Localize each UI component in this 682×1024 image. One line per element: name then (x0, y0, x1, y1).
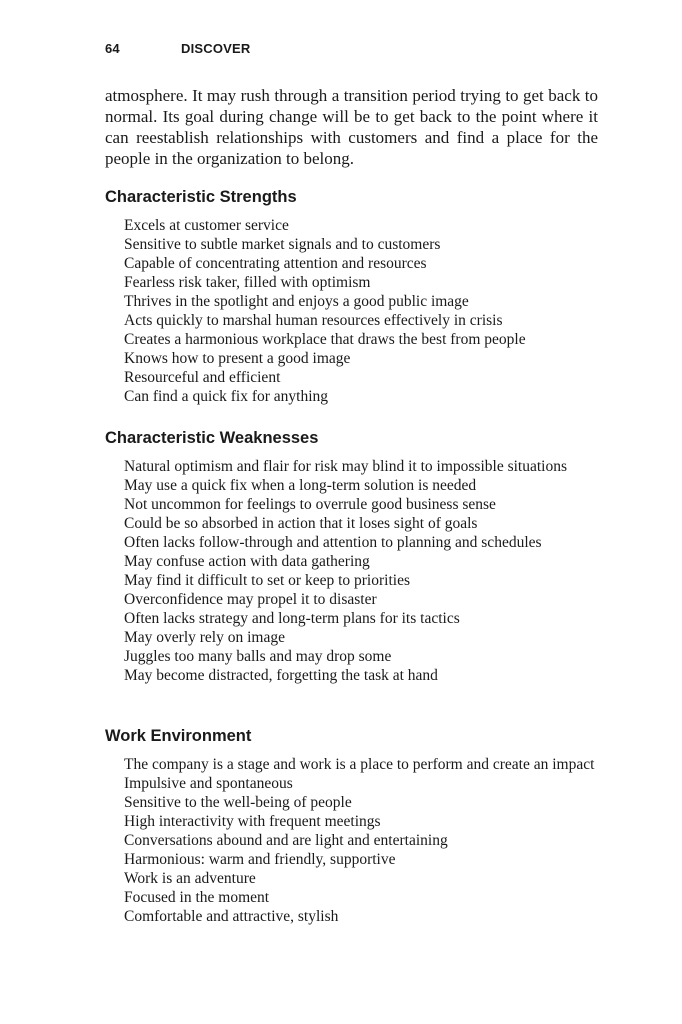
section-work-environment (105, 726, 598, 926)
list-item: May become distracted, forgetting the task at hand (124, 667, 438, 684)
list-item: Capable of concentrating attention and resources (124, 255, 427, 272)
list-item: Can find a quick fix for anything (124, 388, 329, 405)
list-item: Overconfidence may propel it to disaster (124, 591, 377, 608)
list-item: May overly rely on image (124, 629, 285, 646)
list-item: High interactivity with frequent meetings (124, 813, 381, 830)
list-item: Creates a harmonious workplace that draws the best from people (124, 331, 526, 348)
section-characteristic-strengths (105, 187, 598, 406)
section-heading: Work Environment (105, 727, 252, 745)
strengths-list (105, 216, 598, 406)
list-item: Often lacks follow-through and attention to planning and schedules (124, 534, 542, 551)
list-item: Fearless risk taker, filled with optimism (124, 274, 371, 291)
intro-paragraph: atmosphere. It may rush through a transition period trying to get back to normal. Its goal during change will be to get back to the point where it can reestablish relationships with customers and find a place for the people in the organization to belong. (105, 86, 598, 168)
list-item: Impulsive and spontaneous (124, 775, 293, 792)
list-item: Often lacks strategy and long-term plans for its tactics (124, 610, 460, 627)
list-item: The company is a stage and work is a place to perform and create an impact (124, 756, 595, 773)
list-item: May use a quick fix when a long-term solution is needed (124, 477, 477, 494)
list-item: Could be so absorbed in action that it loses sight of goals (124, 515, 478, 532)
list-item: Resourceful and efficient (124, 369, 281, 386)
page-number: 64 (105, 41, 120, 56)
running-title: DISCOVER (181, 41, 251, 56)
list-item: Sensitive to the well-being of people (124, 794, 352, 811)
section-characteristic-weaknesses (105, 428, 598, 685)
list-item: Work is an adventure (124, 870, 256, 887)
list-item: May find it difficult to set or keep to priorities (124, 572, 410, 589)
list-item: Thrives in the spotlight and enjoys a good public image (124, 293, 469, 310)
list-item: Excels at customer service (124, 217, 289, 234)
list-item: Focused in the moment (124, 889, 270, 906)
section-heading: Characteristic Weaknesses (105, 429, 319, 447)
list-item: Natural optimism and flair for risk may blind it to impossible situations (124, 458, 567, 475)
list-item: May confuse action with data gathering (124, 553, 370, 570)
work-environment-list (105, 755, 598, 926)
list-item: Conversations abound and are light and entertaining (124, 832, 448, 849)
list-item: Knows how to present a good image (124, 350, 351, 367)
list-item: Not uncommon for feelings to overrule good business sense (124, 496, 496, 513)
list-item: Sensitive to subtle market signals and to customers (124, 236, 441, 253)
list-item: Juggles too many balls and may drop some (124, 648, 392, 665)
list-item: Comfortable and attractive, stylish (124, 908, 339, 925)
weaknesses-list (105, 457, 598, 685)
running-head (105, 41, 251, 56)
list-item: Harmonious: warm and friendly, supportive (124, 851, 396, 868)
list-item: Acts quickly to marshal human resources effectively in crisis (124, 312, 503, 329)
section-heading: Characteristic Strengths (105, 188, 297, 206)
